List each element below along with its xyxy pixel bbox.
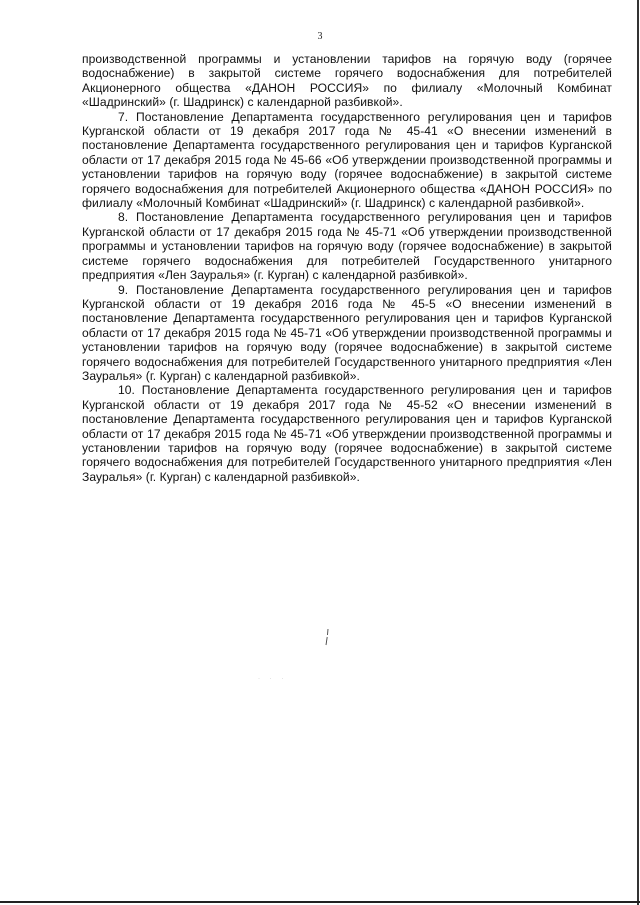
document-body [82,52,612,484]
paragraph-item-9: 9. Постановление Департамента государственного регулирования цен и тарифов Курганской области от 19 декабря 2016 года № 45-5 «О внесении изменений в постановление Департамента государственного регулирования цен и тарифов Курганской области от 17 декабря 2015 года № 45-71 «Об утверждении производственной программы и установлении тарифов на горячую воду (горячее водоснабжение) в закрытой системе горячего водоснабжения для потребителей Государственного унитарного предприятия «Лен Зауралья» (г. Курган) с календарной разбивкой». [82,282,612,383]
scan-edge-right [637,0,639,905]
paragraph-item-10: 10. Постановление Департамента государственного регулирования цен и тарифов Курганской области от 19 декабря 2017 года № 45-52 «О внесении изменений в постановление Департамента государственного регулирования цен и тарифов Курганской области от 17 декабря 2015 года № 45-71 «Об утверждении производственной программы и установлении тарифов на горячую воду (горячее водоснабжение) в закрытой системе горячего водоснабжения для потребителей Государственного унитарного предприятия «Лен Зауралья» (г. Курган) с календарной разбивкой». [82,383,612,484]
paragraph-item-8: 8. Постановление Департамента государственного регулирования цен и тарифов Курганской области от 17 декабря 2015 года № 45-71 «Об утверждении производственной программы и установлении тарифов на горячую воду (горячее водоснабжение) в закрытой системе горячего водоснабжения для потребителей Государственного унитарного предприятия «Лен Зауралья» (г. Курган) с календарной разбивкой». [82,210,612,283]
paragraph-item-7: 7. Постановление Департамента государственного регулирования цен и тарифов Курганской области от 19 декабря 2017 года № 45-41 «О внесении изменений в постановление Департамента государственного регулирования цен и тарифов Курганской области от 17 декабря 2015 года № 45-66 «Об утверждении производственной программы и установлении тарифов на горячую воду (горячее водоснабжение) в закрытой системе горячего водоснабжения для потребителей Акционерного общества «ДАНОН РОССИЯ» по филиалу «Молочный Комбинат «Шадринский» (г. Шадринск) с календарной разбивкой». [82,109,612,211]
scan-edge-bottom [0,901,640,903]
page-number: 3 [317,31,323,42]
paragraph-continuation: производственной программы и установлении тарифов на горячую воду (горячее водоснабжение) в закрытой системе горячего водоснабжения для потребителей Акционерного общества «ДАНОН РОССИЯ» по филиалу «Молочный Комбинат «Шадринский» (г. Шадринск) с календарной разбивкой». [82,52,612,110]
scan-mark-icon [325,628,329,646]
scan-noise-dots: · · · [258,676,288,682]
